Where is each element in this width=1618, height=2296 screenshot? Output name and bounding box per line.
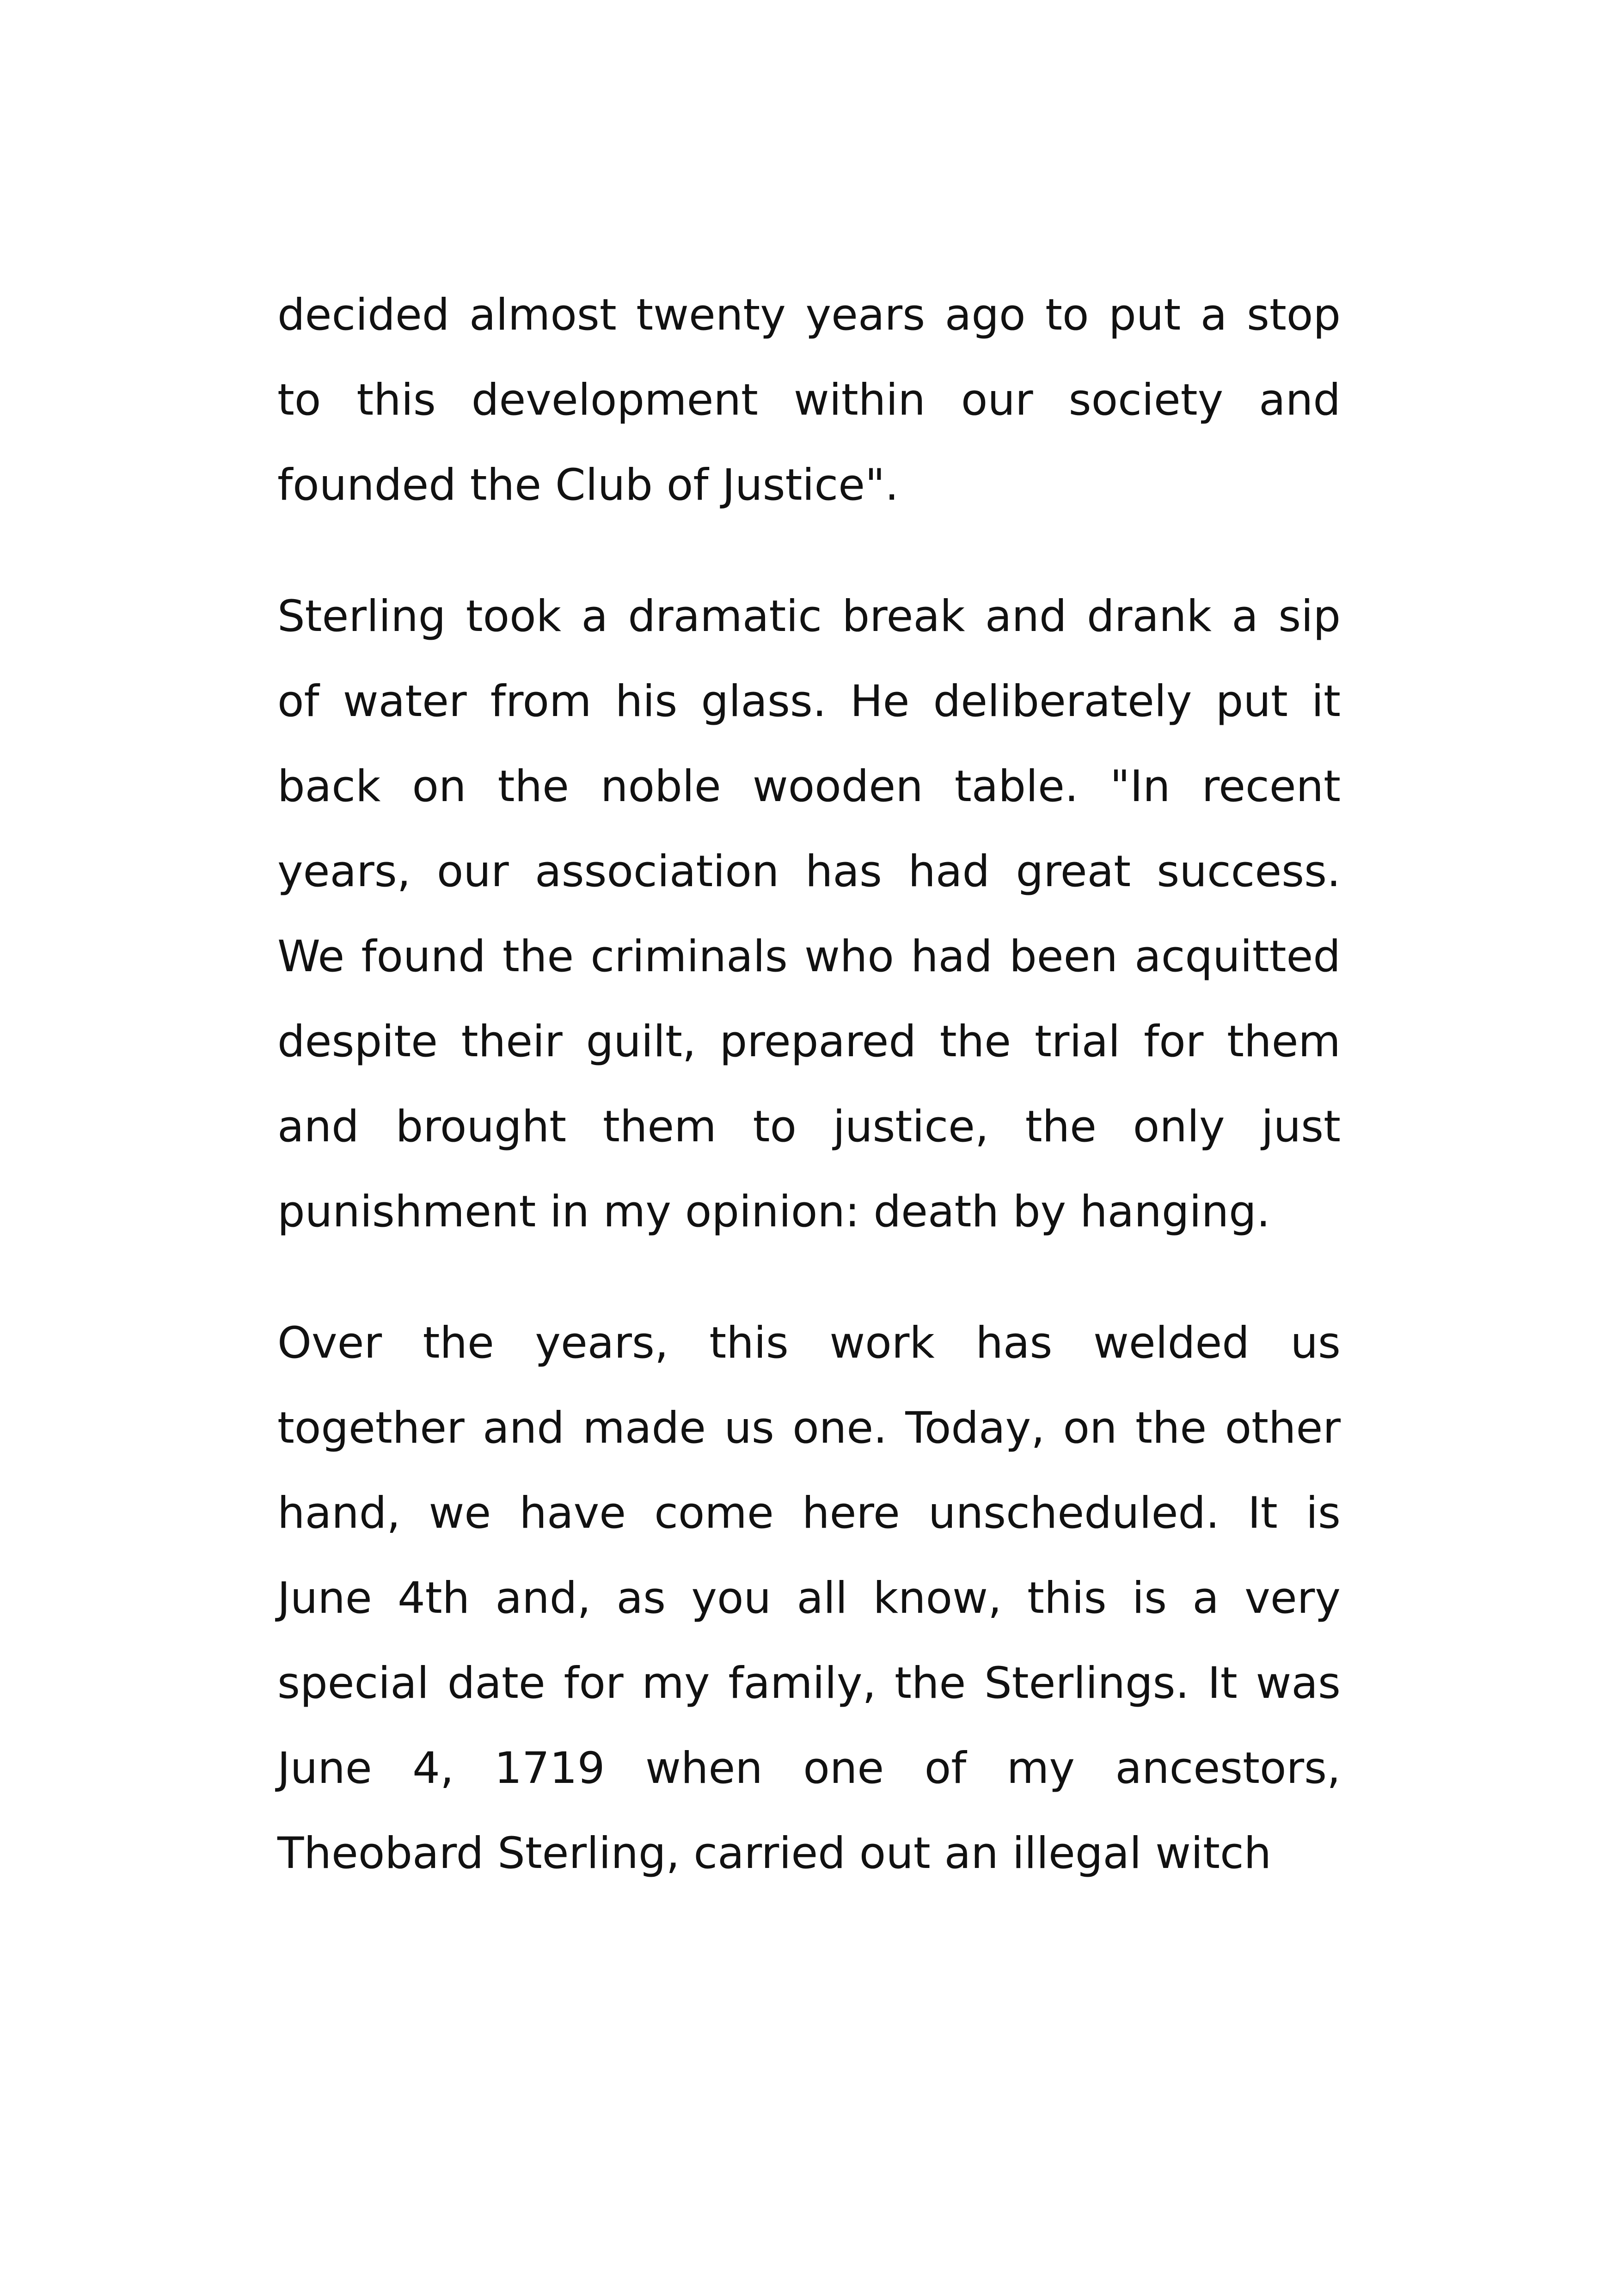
body-text <box>277 273 1341 1942</box>
paragraph-1: decided almost twenty years ago to put a stop to this development within our society and founded the Club of Justice". <box>277 290 1341 510</box>
paragraph-3: Over the years, this work has welded us together and made us one. Today, on the other hand, we have come here unscheduled. It is June 4th and, as you all know, this is a very special date for my family, the Sterlings. It was June 4, 1719 when one of my ancestors, Theobard Sterling, carried out an illegal witch <box>277 1318 1341 1879</box>
paragraph-2: Sterling took a dramatic break and drank a sip of water from his glass. He deliberately put it back on the noble wooden table. "In recent years, our association has had great success. We found the criminals who had been acquitted despite their guilt, prepared the trial for them and brought them to justice, the only just punishment in my opinion: death by hanging. <box>277 591 1341 1237</box>
